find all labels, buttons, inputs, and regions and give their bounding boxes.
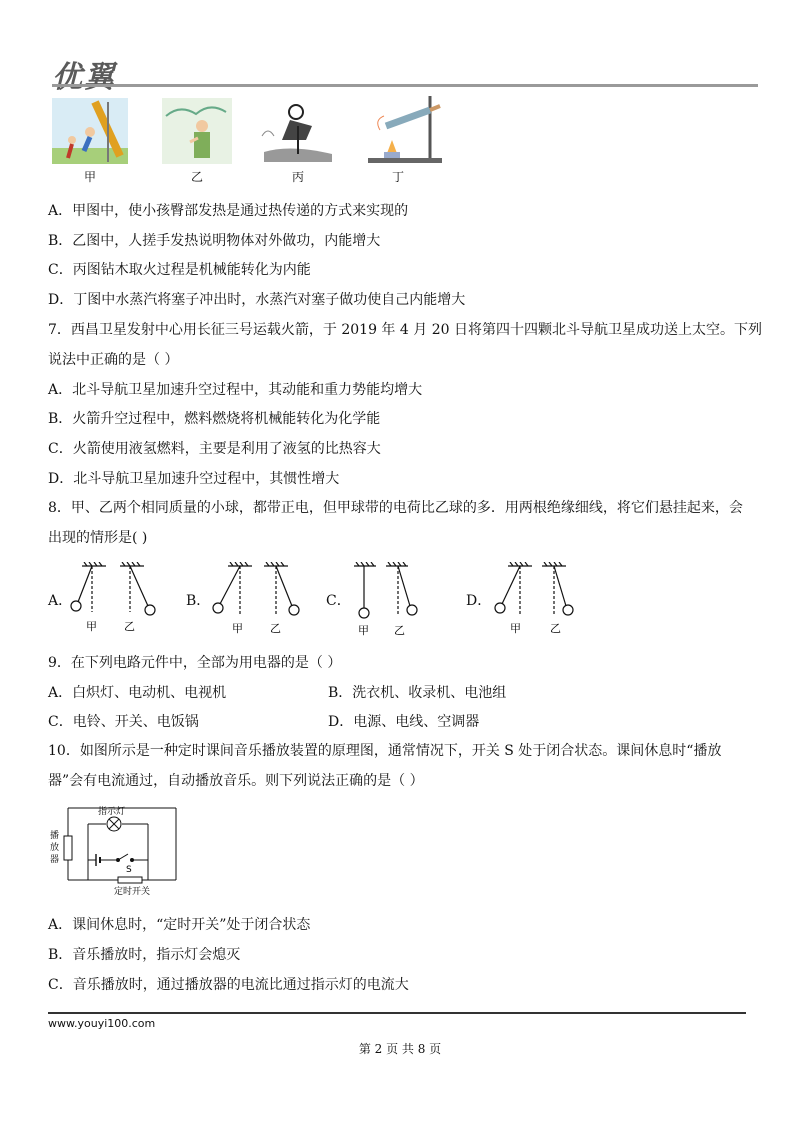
ball-label-yi: 乙 — [124, 620, 135, 633]
player-label-2: 放 — [50, 843, 60, 853]
q9-option-d: D．电源、电线、空调器 — [328, 714, 480, 730]
ball-label-jia: 甲 — [232, 622, 243, 635]
player-resistor — [64, 836, 72, 860]
q8-option-d-diagram — [488, 562, 598, 642]
timer-switch-label: 定时开关 — [114, 887, 151, 896]
q8-option-d-label: D． — [466, 593, 492, 609]
rubbing-hands-picture — [162, 98, 232, 164]
q8-option-c-diagram — [346, 562, 446, 642]
page-number: 第 2 页 共 8 页 — [358, 1042, 442, 1056]
caption-jia: 甲 — [83, 170, 96, 184]
q7-option-a: A．北斗导航卫星加速升空过程中，其动能和重力势能均增大 — [48, 382, 423, 398]
q8-option-a-diagram — [68, 562, 168, 642]
q8-option-b-label: B． — [186, 593, 211, 609]
q10-option-b: B．音乐播放时，指示灯会熄灭 — [48, 947, 241, 963]
q8-option-b-diagram — [206, 562, 316, 642]
q10-option-c: C．音乐播放时，通过播放器的电流比通过指示灯的电流大 — [48, 977, 409, 993]
footer-url: www.youyi100.com — [48, 1017, 156, 1030]
q7-stem-line2: 说法中正确的是（ ） — [48, 352, 179, 368]
caption-ding: 丁 — [391, 170, 404, 184]
ball-label-yi: 乙 — [550, 622, 561, 635]
switch-label: S — [126, 865, 132, 875]
q6-option-d: D．丁图中水蒸汽将塞子冲出时，水蒸汽对塞子做功使自己内能增大 — [48, 292, 466, 308]
ball-label-jia: 甲 — [86, 620, 97, 633]
brand-logo: 优翼 — [52, 60, 116, 95]
q10-circuit-diagram — [48, 800, 188, 896]
caption-yi: 乙 — [190, 170, 203, 184]
q7-option-c: C．火箭使用液氢燃料，主要是利用了液氢的比热容大 — [48, 441, 381, 457]
q8-option-c-label: C． — [326, 593, 351, 609]
q6-option-b: B．乙图中，人搓手发热说明物体对外做功，内能增大 — [48, 233, 381, 249]
q7-option-b: B．火箭升空过程中，燃料燃烧将机械能转化为化学能 — [48, 411, 381, 427]
test-tube-picture — [368, 96, 442, 163]
q9-option-b: B．洗衣机、收录机、电池组 — [328, 685, 507, 701]
q7-stem-line1: 7．西昌卫星发射中心用长征三号运载火箭，于 2019 年 4 月 20 日将第四十四颗北斗导航卫星成功送上太空。下列 — [48, 322, 762, 338]
ball-label-yi: 乙 — [394, 624, 405, 637]
q8-stem-line1: 8．甲、乙两个相同质量的小球，都带正电，但甲球带的电荷比乙球的多．用两根绝缘细线，将它们悬挂起来，会 — [48, 500, 743, 516]
lamp-label: 指示灯 — [98, 807, 126, 817]
q6-picture-strip — [50, 96, 450, 168]
ball-label-yi: 乙 — [270, 622, 281, 635]
q6-option-a: A．甲图中，使小孩臀部发热是通过热传递的方式来实现的 — [48, 203, 409, 219]
drilling-wood-picture — [262, 105, 332, 162]
q8-stem-line2: 出现的情形是( ) — [48, 530, 148, 546]
q8-option-a-label: A． — [48, 593, 73, 609]
q9-stem: 9．在下列电路元件中，全部为用电器的是（ ） — [48, 655, 342, 671]
q10-stem-line1: 10．如图所示是一种定时课间音乐播放装置的原理图，通常情况下，开关 S 处于闭合状态。课间休息时“播放 — [48, 743, 722, 759]
q9-option-a: A．白炽灯、电动机、电视机 — [48, 685, 227, 701]
player-label-1: 播 — [50, 831, 60, 841]
q6-option-c: C．丙图钻木取火过程是机械能转化为内能 — [48, 262, 311, 278]
player-label-3: 器 — [50, 855, 60, 865]
q10-option-a: A．课间休息时，“定时开关”处于闭合状态 — [48, 917, 311, 933]
caption-bing: 丙 — [291, 170, 304, 184]
q7-option-d: D．北斗导航卫星加速升空过程中，其惯性增大 — [48, 471, 340, 487]
q9-option-c: C．电铃、开关、电饭锅 — [48, 714, 199, 730]
footer-rule — [48, 1012, 746, 1014]
slide-picture — [52, 98, 128, 164]
header-rule — [52, 84, 758, 87]
q10-stem-line2: 器”会有电流通过，自动播放音乐。则下列说法正确的是（ ） — [48, 773, 424, 789]
ball-label-jia: 甲 — [510, 622, 521, 635]
ball-label-jia: 甲 — [358, 624, 369, 637]
